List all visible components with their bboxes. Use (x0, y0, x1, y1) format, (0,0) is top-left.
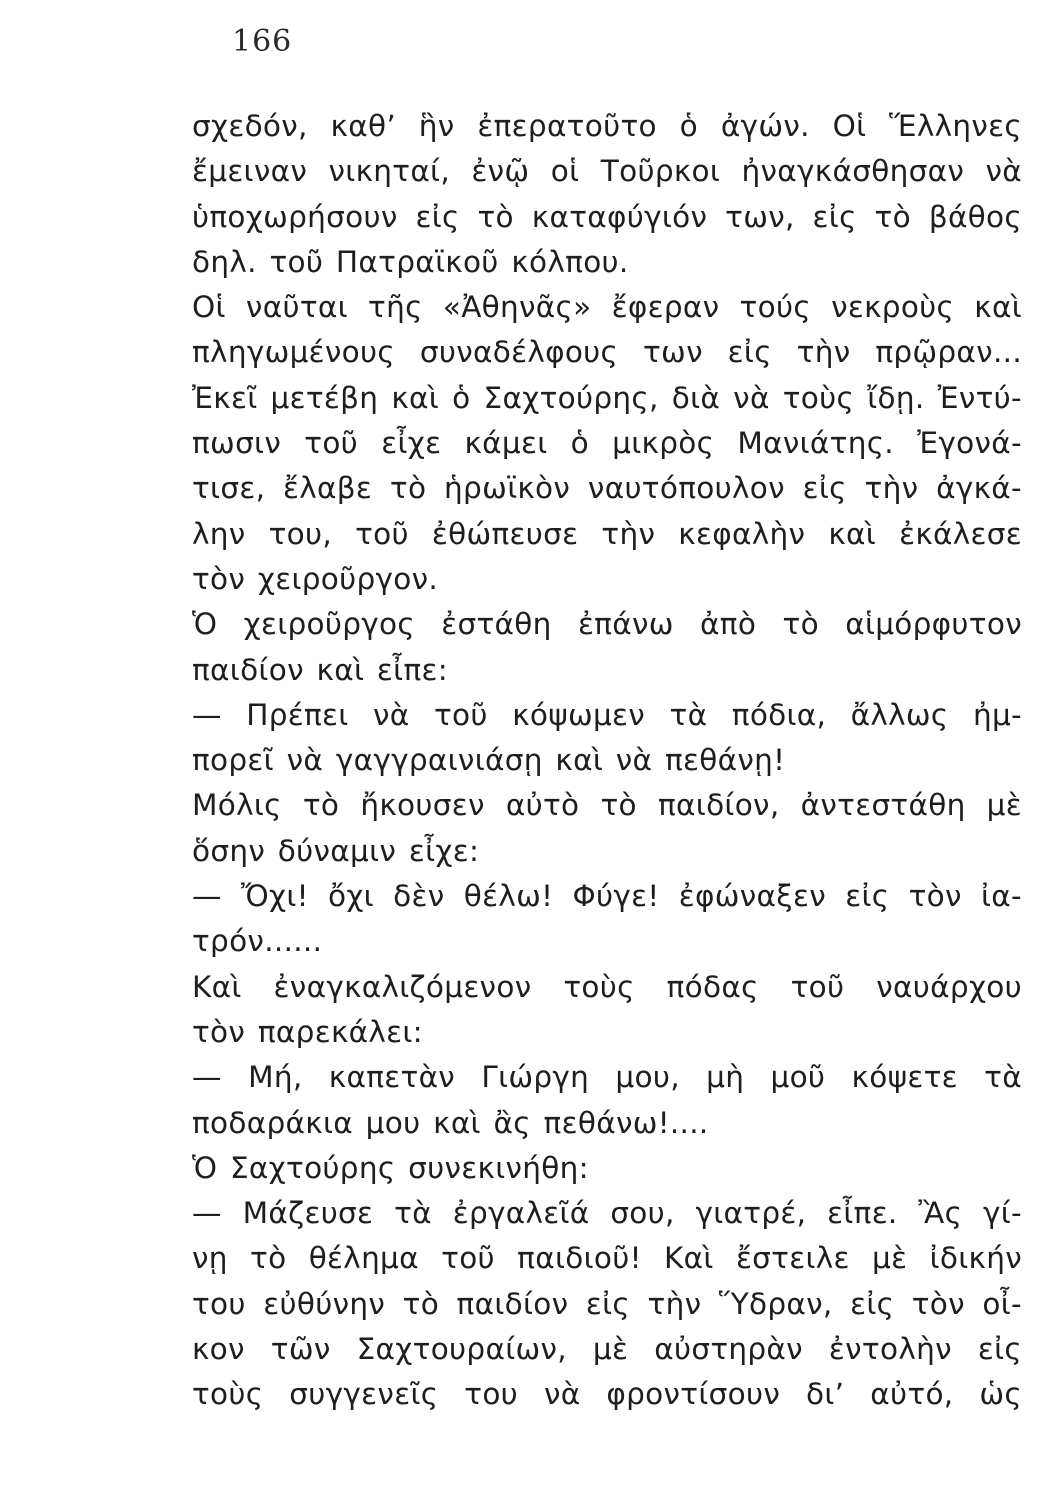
text-line: δηλ. τοῦ Πατραϊκοῦ κόλπου. (192, 244, 629, 279)
text-line: τὸν παρεκάλει: (192, 1014, 423, 1049)
text-line: Ὁ χειροῦργος ἐστάθη ἐπάνω ἀπὸ τὸ αἱμόρφυτον (192, 607, 1022, 642)
text-line: ποδαράκια μου καὶ ἂς πεθάνω!.... (192, 1105, 709, 1140)
text-line: πωσιν τοῦ εἶχε κάμει ὁ μικρὸς Μανιάτης. Ἐγονά- (192, 426, 1022, 461)
text-line: πληγωμένους συναδέλφους των εἰς τὴν πρῷραν... (192, 335, 1022, 370)
text-line: κον τῶν Σαχτουραίων, μὲ αὐστηρὰν ἐντολὴν εἰς (192, 1332, 1022, 1367)
text-line: ὑποχωρήσουν εἰς τὸ καταφύγιόν των, εἰς τὸ βάθος (192, 199, 1022, 234)
text-line: Καὶ ἐναγκαλιζόμενον τοὺς πόδας τοῦ ναυάρχου (192, 969, 1022, 1004)
text-line: ὅσην δύναμιν εἶχε: (192, 833, 480, 868)
text-line: τὸν χειροῦργον. (192, 561, 439, 596)
text-line: του εὐθύνην τὸ παιδίον εἰς τὴν Ὕδραν, εἰς τὸν οἶ- (192, 1286, 1022, 1321)
text-line: σχεδόν, καθ’ ἣν ἐπερατοῦτο ὁ ἀγών. Οἱ Ἕλληνες (192, 109, 1022, 143)
text-line: τισε, ἔλαβε τὸ ἡρωϊκὸν ναυτόπουλον εἰς τὴν ἀγκά- (192, 471, 1022, 506)
text-line: τρόν...... (192, 924, 323, 959)
text-line: — Μάζευσε τὰ ἐργαλεῖά σου, γιατρέ, εἶπε. Ἂς γί- (192, 1196, 1022, 1231)
body-text (192, 104, 1022, 1418)
page-number: 166 (232, 24, 293, 59)
text-line: Ὁ Σαχτούρης συνεκινήθη: (192, 1150, 589, 1185)
text-line: — Μή, καπετὰν Γιώργη μου, μὴ μοῦ κόψετε τὰ (192, 1060, 1022, 1095)
text-line: ἔμειναν νικηταί, ἐνῷ οἱ Τοῦρκοι ἠναγκάσθησαν νὰ (192, 154, 1022, 189)
text-line: Μόλις τὸ ἤκουσεν αὐτὸ τὸ παιδίον, ἀντεστάθη μὲ (192, 788, 1022, 823)
text-line: νῃ τὸ θέλημα τοῦ παιδιοῦ! Καὶ ἔστειλε μὲ ἰδικήν (192, 1241, 1022, 1276)
text-line: πορεῖ νὰ γαγγραινιάσῃ καὶ νὰ πεθάνῃ! (192, 743, 786, 778)
text-line: — Πρέπει νὰ τοῦ κόψωμεν τὰ πόδια, ἄλλως ἠμ- (192, 697, 1022, 732)
text-line: παιδίον καὶ εἶπε: (192, 652, 448, 687)
text-line: λην του, τοῦ ἐθώπευσε τὴν κεφαλὴν καὶ ἐκάλεσε (192, 516, 1022, 551)
text-line: τοὺς συγγενεῖς του νὰ φροντίσουν δι’ αὐτό, ὡς (192, 1377, 1022, 1412)
text-line: Οἱ ναῦται τῆς «Ἀθηνᾶς» ἔφεραν τούς νεκροὺς καὶ (192, 290, 1022, 325)
text-line: — Ὄχι! ὄχι δὲν θέλω! Φύγε! ἐφώναξεν εἰς τὸν ἰα- (192, 879, 1022, 914)
text-line: Ἐκεῖ μετέβη καὶ ὁ Σαχτούρης, διὰ νὰ τοὺς ἴδῃ. Ἐντύ- (192, 380, 1022, 415)
